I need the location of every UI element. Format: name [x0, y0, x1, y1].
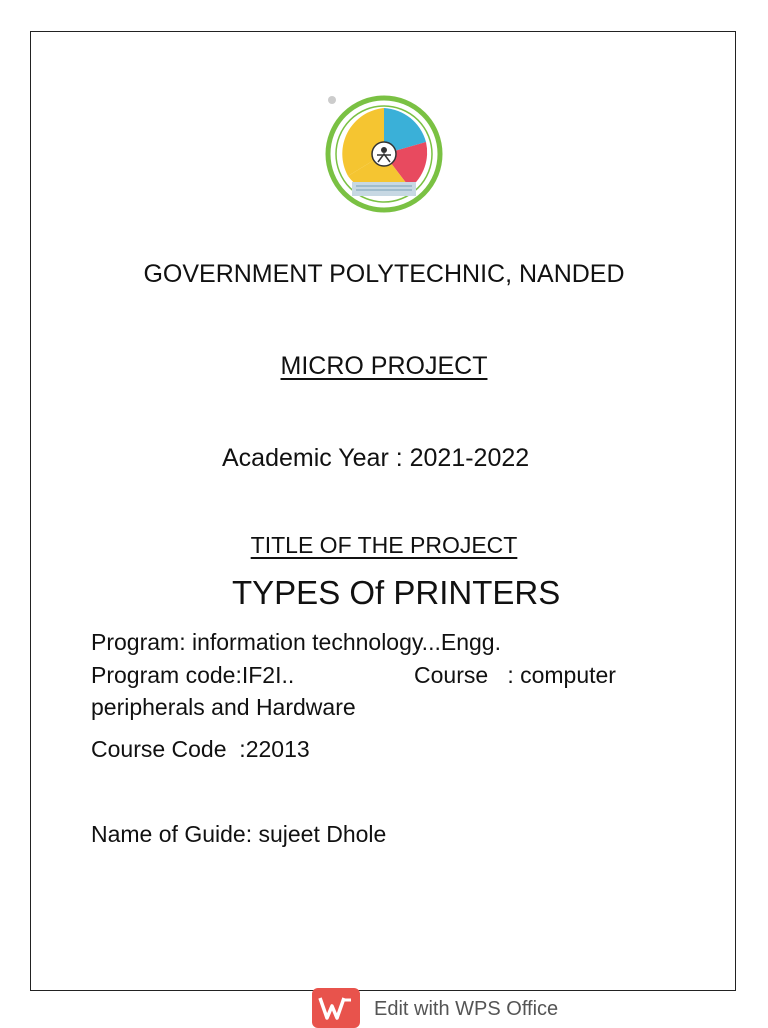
project-title: TYPES Of PRINTERS [232, 574, 561, 611]
academic-year: Academic Year : 2021-2022 [222, 444, 530, 472]
program-code: Program code:IF2I.. [91, 662, 295, 688]
wps-edit-label[interactable]: Edit with WPS Office [374, 998, 559, 1020]
institution-name: GOVERNMENT POLYTECHNIC, NANDED [143, 260, 625, 288]
section-heading: MICRO PROJECT [280, 352, 488, 380]
course-code: Course Code :22013 [91, 736, 310, 762]
wps-logo-icon [312, 988, 360, 1028]
wps-edit-banner[interactable] [312, 986, 592, 1024]
guide-name: Name of Guide: sujeet Dhole [91, 821, 387, 847]
title-label: TITLE OF THE PROJECT [250, 532, 518, 558]
course-name: Course : computer [414, 662, 616, 688]
program-line: Program: information technology...Engg. [91, 629, 501, 655]
college-emblem-icon [322, 92, 446, 216]
course-name-continued: peripherals and Hardware [91, 694, 356, 720]
